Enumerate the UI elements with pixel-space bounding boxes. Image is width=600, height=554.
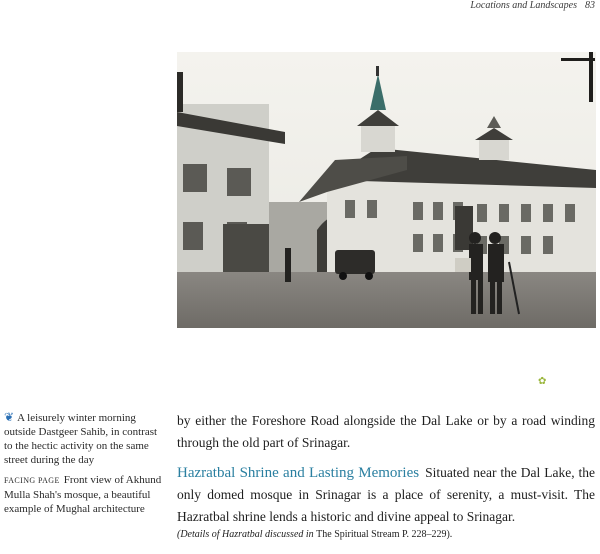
caption-text: A leisurely winter morning outside Dastgeer Sahib, in contrast to the hectic activity on the same street during the day <box>4 412 158 466</box>
maple-leaf-icon: ❦ <box>4 410 15 424</box>
details-prefix: (Details of Hazratbal discussed in <box>177 529 314 540</box>
photo-caption <box>4 410 164 516</box>
decorative-leaf-icon: ✿ <box>538 376 547 387</box>
paragraph-1: by either the Foreshore Road alongside the Dal Lake or by a road winding through the old part of Srinagar. <box>177 413 595 450</box>
facing-page-caption: Front view of Akhund Mulla Shah's mosque, a beautiful example of Mughal architecture <box>4 474 162 515</box>
facing-page-label: FACING PAGE <box>4 476 60 485</box>
paragraph-2-text: Situated near the Dal Lake, the only domed mosque in Srinagar is a place of serenity, a must-visit. The Hazratbal shrine lends a historic and divine appeal to Srinagar. <box>177 465 595 524</box>
section-title: Locations and Landscapes <box>470 0 577 11</box>
details-pages: P. 228–229). <box>402 529 453 540</box>
street-photo <box>177 52 596 328</box>
section-subheading: Hazratbal Shrine and Lasting Memories <box>177 465 420 481</box>
running-header <box>420 0 595 11</box>
details-note <box>177 528 595 542</box>
details-reference: The Spiritual Stream <box>316 529 400 540</box>
body-text <box>177 410 595 542</box>
page-number: 83 <box>585 0 595 11</box>
paragraph-2 <box>177 462 595 528</box>
